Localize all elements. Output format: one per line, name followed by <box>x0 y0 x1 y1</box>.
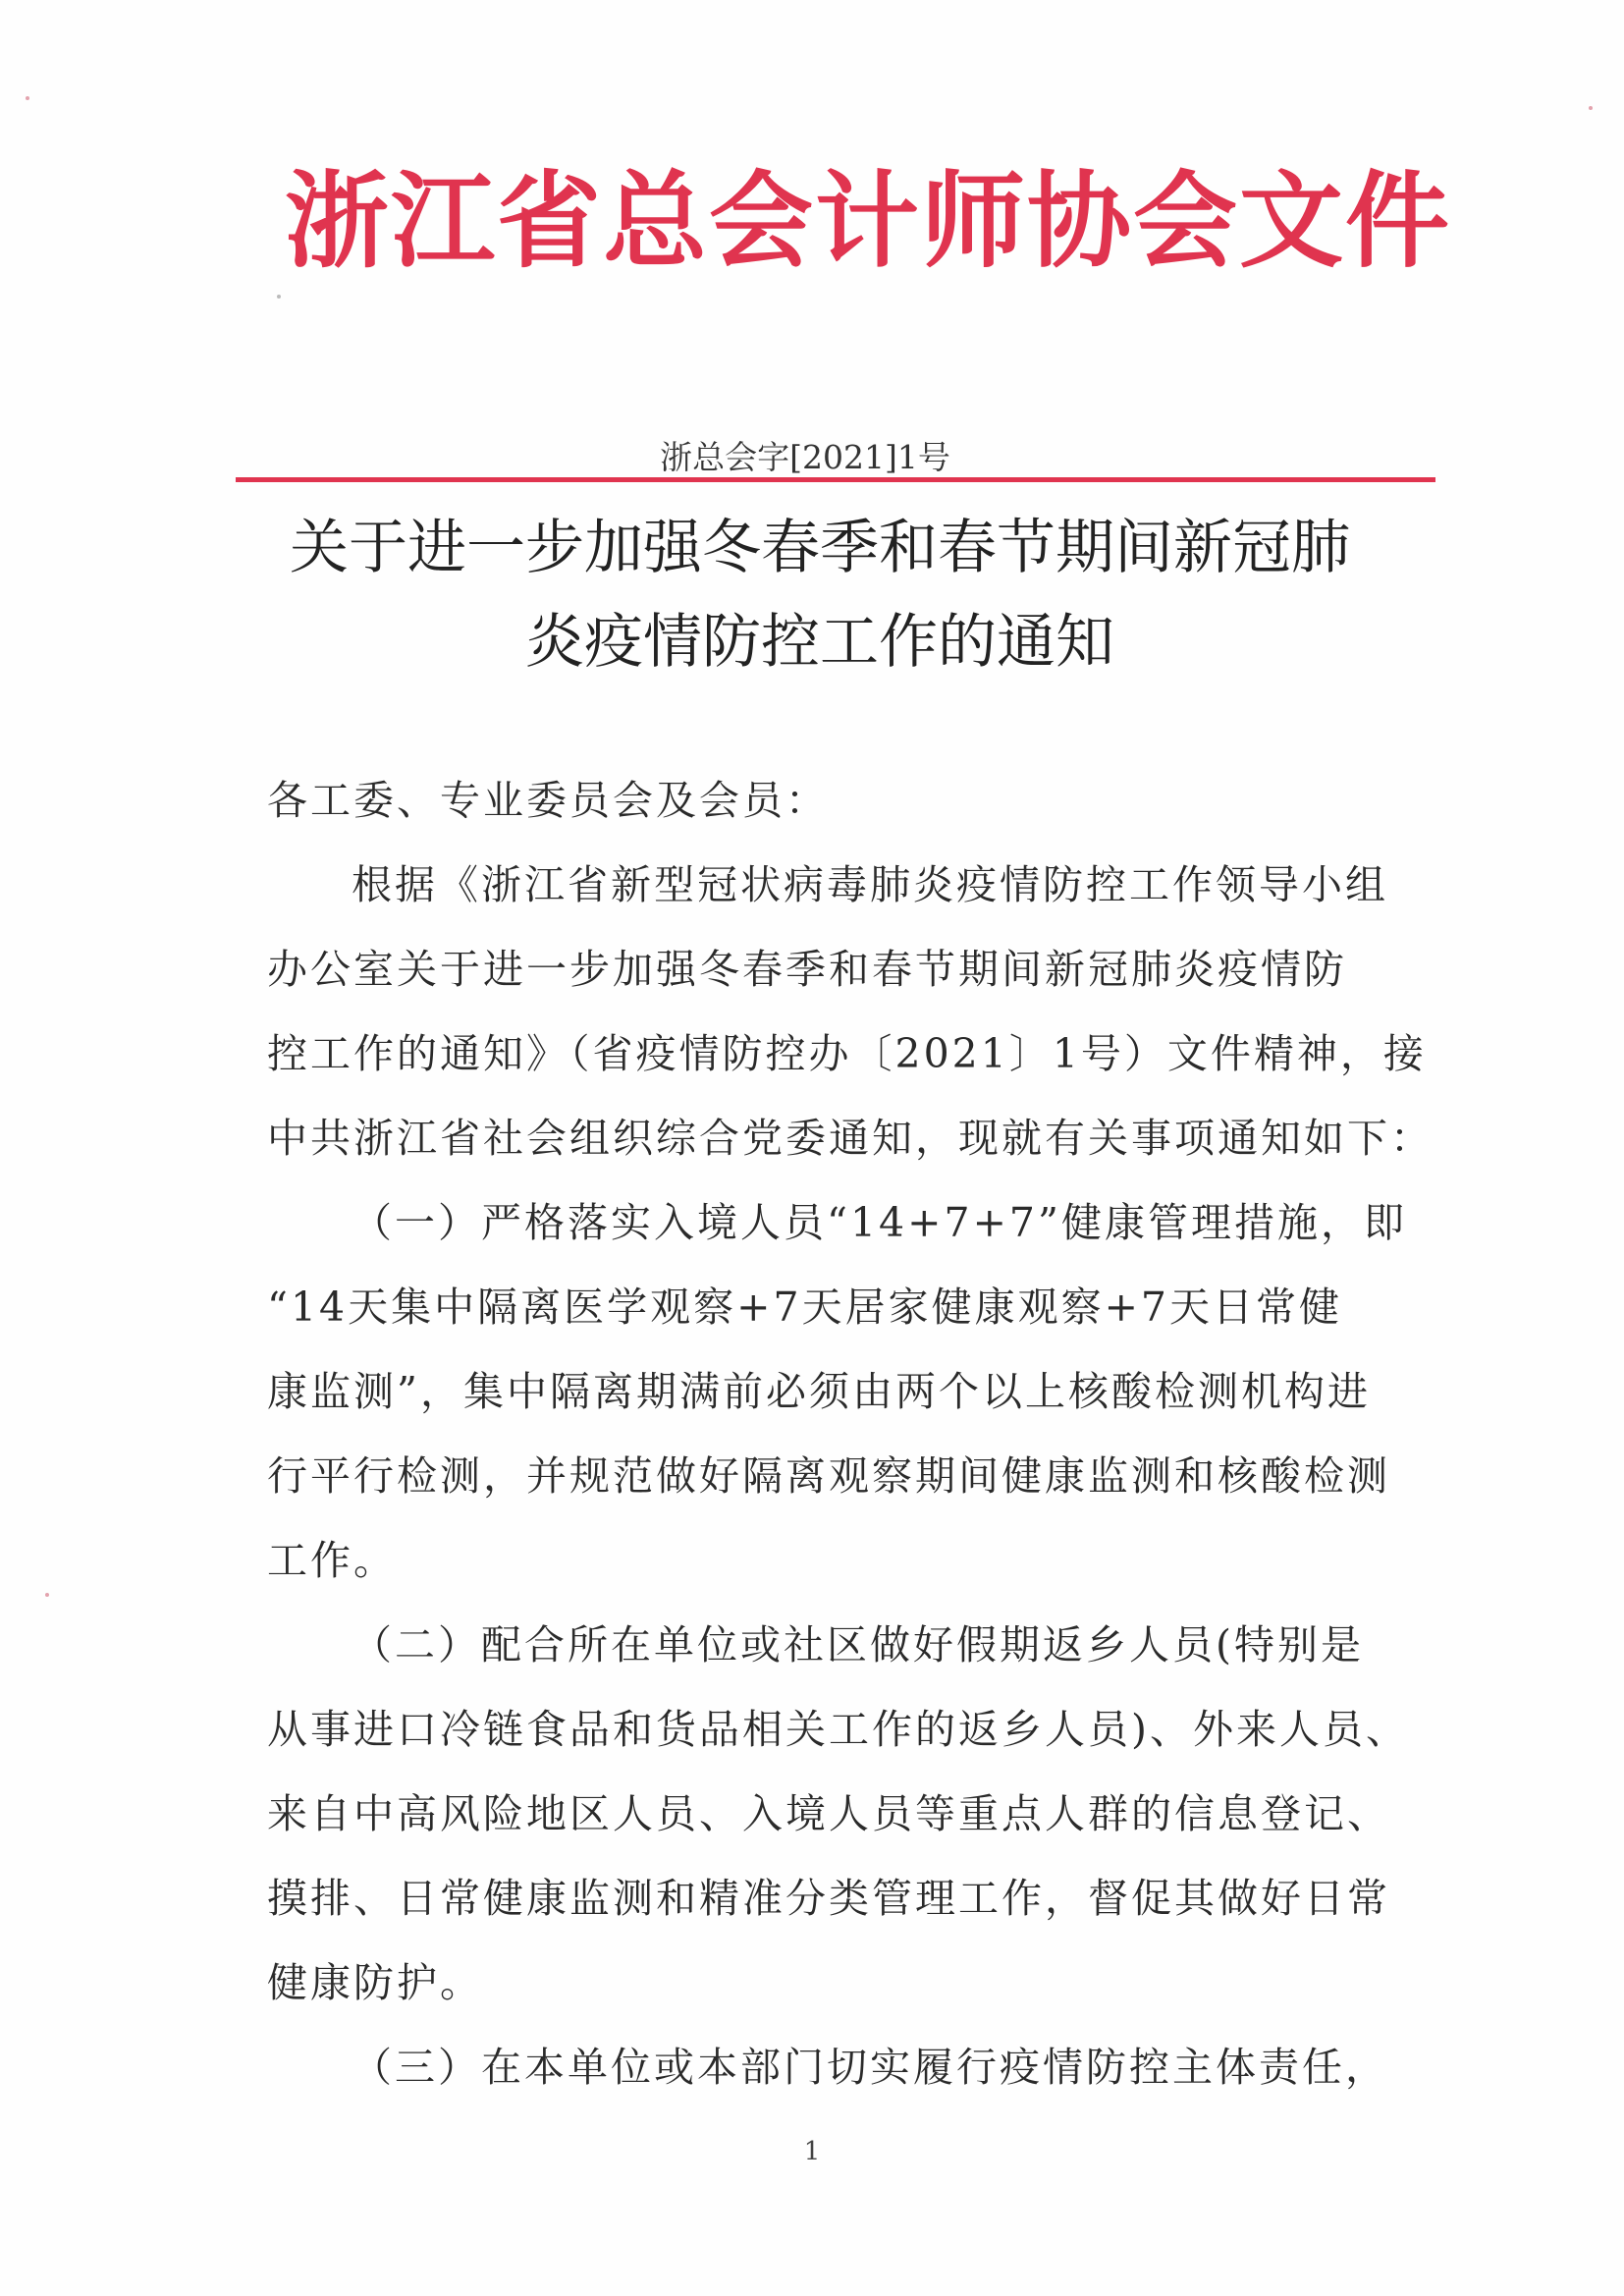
paragraph-line: （三）在本单位或本部门切实履行疫情防控主体责任， <box>352 2044 1388 2091</box>
paragraph-line: 从事进口冷链食品和货品相关工作的返乡人员)、外来人员、 <box>267 1706 1409 1753</box>
paragraph-line: 控工作的通知》（省疫情防控办〔2021〕1号）文件精神，接 <box>267 1030 1427 1077</box>
masthead-title: 浙江省总会计师协会文件 <box>285 161 1451 282</box>
paragraph-3 <box>267 1603 1412 2025</box>
paragraph-line: “14天集中隔离医学观察+7天居家健康观察+7天日常健 <box>267 1284 1343 1331</box>
salutation: 各工委、专业委员会及会员： <box>267 777 829 824</box>
document-body <box>267 758 1434 2109</box>
paragraph-line: 行平行检测，并规范做好隔离观察期间健康监测和核酸检测 <box>267 1452 1390 1500</box>
document-title <box>255 501 1384 689</box>
title-line-1: 关于进一步加强冬春季和春节期间新冠肺 <box>290 514 1350 582</box>
title-line-2: 炎疫情防控工作的通知 <box>525 608 1114 677</box>
document-number: 浙总会字[2021]1号 <box>660 438 950 476</box>
paragraph-line: 根据《浙江省新型冠状病毒肺炎疫情防控工作领导小组 <box>352 861 1388 908</box>
scan-speck <box>277 295 281 299</box>
page-number: 1 <box>803 2137 821 2166</box>
paragraph-line: （二）配合所在单位或社区做好假期返乡人员(特别是 <box>352 1621 1364 1668</box>
paragraph-line: 工作。 <box>267 1537 397 1584</box>
paragraph-line: （一）严格落实入境人员“14+7+7”健康管理措施，即 <box>352 1199 1407 1246</box>
paragraph-2 <box>267 1180 1412 1603</box>
scan-speck <box>1589 106 1593 110</box>
paragraph-line: 中共浙江省社会组织综合党委通知，现就有关事项通知如下： <box>267 1115 1434 1162</box>
paragraph-line: 康监测”，集中隔离期满前必须由两个以上核酸检测机构进 <box>267 1368 1371 1415</box>
paragraph-4 <box>267 2025 1412 2109</box>
red-divider-line <box>236 477 1435 482</box>
paragraph-line: 来自中高风险地区人员、入境人员等重点人群的信息登记、 <box>267 1790 1390 1837</box>
paragraph-line: 摸排、日常健康监测和精准分类管理工作，督促其做好日常 <box>267 1875 1390 1922</box>
scan-speck <box>26 96 29 100</box>
scan-speck <box>45 1593 49 1597</box>
paragraph-1 <box>267 843 1434 1180</box>
paragraph-line: 办公室关于进一步加强冬春季和春节期间新冠肺炎疫情防 <box>267 946 1347 993</box>
paragraph-line: 健康防护。 <box>267 1959 483 2006</box>
